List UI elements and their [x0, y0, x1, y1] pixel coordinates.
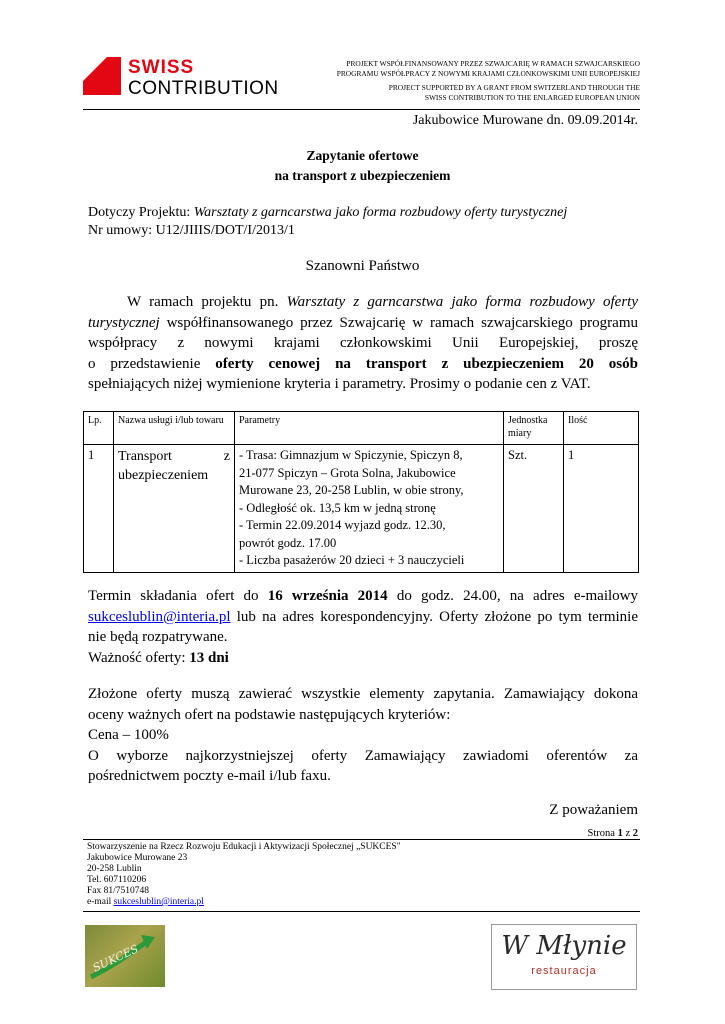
project-label: Dotyczy Projektu:	[88, 205, 194, 220]
validity-line	[88, 648, 638, 669]
criteria-paragraph	[88, 684, 638, 787]
logo-contribution-text: CONTRIBUTION	[128, 78, 279, 99]
sukces-logo-text: SUKCES	[90, 942, 141, 975]
intro-text: W ramach projektu pn.	[127, 294, 287, 310]
deadline-paragraph	[88, 586, 638, 668]
header-info-pl-line-1: PROJEKT WSPÓŁFINANSOWANY PRZEZ SZWAJCARIĘ W RAMACH SZWAJCARSKIEGO	[346, 59, 640, 68]
deadline-line-3: nie będą rozpatrywane.	[88, 629, 228, 645]
footer-divider	[83, 839, 640, 840]
header-params: Parametry	[235, 412, 504, 445]
header-info-polish	[280, 59, 640, 78]
project-line	[88, 203, 567, 223]
row-lp: 1	[84, 445, 114, 573]
header-info-english	[280, 83, 640, 102]
row-qty: 1	[564, 445, 639, 573]
footer-tel: Tel. 607110206	[87, 875, 147, 885]
param-line: - Trasa: Gimnazjum w Spiczynie, Spiczyn 8,	[239, 448, 463, 462]
row-name	[114, 445, 235, 573]
mlynie-logo-subtitle: restauracja	[531, 965, 597, 977]
logo-swiss-text: SWISS	[128, 57, 195, 78]
intro-offer-subject: oferty cenowej na transport z ubezpieczeniem 20 osób	[215, 355, 638, 372]
document-title: Zapytanie ofertowe	[306, 148, 419, 163]
sukces-logo-icon	[85, 925, 165, 987]
intro-line-5: spełniających niżej wymienione kryteria i parametry. Prosimy o podanie cen z VAT.	[88, 376, 591, 392]
footer-email-link[interactable]: sukceslublin@interia.pl	[113, 897, 204, 907]
criteria-line-2: oceny ważnych ofert na podstawie następujących kryteriów:	[88, 706, 451, 723]
page-current: 1	[617, 828, 623, 839]
page-number	[588, 828, 638, 839]
mlynie-restaurant-logo	[491, 924, 637, 990]
footer-email-line	[87, 897, 401, 908]
header-info-en-line-1: PROJECT SUPPORTED BY A GRANT FROM SWITZERLAND THROUGH THE	[388, 83, 640, 92]
closing: Z poważaniem	[549, 802, 638, 818]
greeting: Szanowni Państwo	[305, 258, 420, 274]
document-subtitle: na transport z ubezpieczeniem	[274, 168, 451, 183]
footer-fax: Fax 81/7510748	[87, 886, 150, 896]
header-unit: Jednostka miary	[504, 412, 564, 445]
intro-paragraph	[88, 292, 638, 395]
table-row	[84, 445, 639, 573]
param-line: - Termin 22.09.2014 wyjazd godz. 12.30,	[239, 518, 446, 532]
header-info-en-line-2: SWISS CONTRIBUTION TO THE ENLARGED EUROPEAN UNION	[424, 92, 640, 102]
page-label: Strona	[587, 828, 618, 839]
footer-email-label: e-mail	[87, 897, 114, 907]
intro-line-3: współpracy z nowymi krajami członkowskimi Unii Europejskiej, proszę	[88, 335, 638, 351]
param-line: - Liczba pasażerów 20 dzieci + 3 nauczycieli	[239, 553, 465, 567]
param-line: 21-077 Spiczyn – Grota Solna, Jakubowice	[239, 465, 456, 480]
swiss-flag-logo-icon	[83, 57, 121, 95]
footer-org: Stowarzyszenie na Rzecz Rozwoju Edukacji i Aktywizacji Społecznej „SUKCES"	[87, 842, 401, 852]
criteria-line-3: Cena – 100%	[88, 727, 169, 743]
intro-text: o przedstawienie	[88, 355, 216, 372]
deadline-date: 16 września 2014	[267, 588, 388, 604]
row-unit: Szt.	[504, 445, 564, 573]
header-name-text: Nazwa usługi i/lub towaru	[118, 415, 224, 426]
param-line: Murowane 23, 20-258 Lublin, w obie strony,	[239, 483, 464, 497]
validity-value: 13 dni	[189, 649, 229, 666]
criteria-line-5: pośrednictwem poczty e-mail i/lub faxu.	[88, 768, 331, 784]
header-name	[114, 412, 235, 445]
email-link[interactable]: sukceslublin@interia.pl	[88, 608, 231, 625]
header-divider	[83, 109, 640, 110]
footer-divider-2	[83, 911, 640, 912]
page-total: 2	[632, 828, 638, 839]
deadline-line-1	[88, 586, 638, 607]
intro-line-2	[88, 313, 638, 334]
deadline-text: do godz. 24.00, na adres e-mailowy	[387, 588, 638, 604]
intro-line-1	[88, 292, 638, 313]
deadline-text: Termin składania ofert do	[88, 588, 268, 604]
date-line: Jakubowice Murowane dn. 09.09.2014r.	[412, 113, 638, 128]
intro-text: współfinansowanego przez Szwajcarię w ramach szwajcarskiego programu	[159, 314, 638, 331]
table-header-row	[84, 412, 639, 445]
sukces-arrow-icon	[85, 925, 165, 987]
param-line: - Odległość ok. 13,5 km w jedną stronę	[239, 500, 436, 515]
footer-contact	[87, 842, 401, 908]
row-name-text: Transport z ubezpieczeniem	[118, 449, 230, 483]
mlynie-logo-title: W Młynie	[501, 931, 627, 961]
project-name: Warsztaty z garncarstwa jako forma rozbudowy oferty turystycznej	[193, 205, 568, 220]
footer-address-2: 20-258 Lublin	[87, 864, 142, 874]
header-qty: Ilość	[564, 412, 639, 445]
intro-line-4	[88, 354, 638, 375]
param-line: powrót godz. 17.00	[239, 535, 337, 550]
row-params	[235, 445, 504, 573]
validity-label: Ważność oferty:	[88, 649, 190, 666]
intro-project-name: Warsztaty z garncarstwa jako forma rozbudowy oferty	[286, 294, 638, 310]
header-lp: Lp.	[84, 412, 114, 445]
contract-number: Nr umowy: U12/JIIIS/DOT/I/2013/1	[88, 223, 295, 238]
page-sep: z	[622, 828, 633, 839]
offer-table	[83, 411, 639, 573]
criteria-line-4: O wyborze najkorzystniejszej oferty Zamawiający zawiadomi oferentów za	[88, 747, 638, 764]
criteria-line-1: Złożone oferty muszą zawierać wszystkie elementy zapytania. Zamawiający dokona	[88, 686, 638, 702]
deadline-line-2	[88, 607, 638, 628]
header-info-pl-line-2: PROGRAMU WSPÓŁPRACY Z NOWYMI KRAJAMI CZŁONKOWSKIMI UNII EUROPEJSKIEJ	[336, 68, 640, 78]
footer-address-1: Jakubowice Murowane 23	[87, 853, 188, 863]
intro-project-name-end: turystycznej	[88, 314, 160, 331]
deadline-text: lub na adres korespondencyjny. Oferty złożone po tym terminie	[230, 608, 638, 625]
